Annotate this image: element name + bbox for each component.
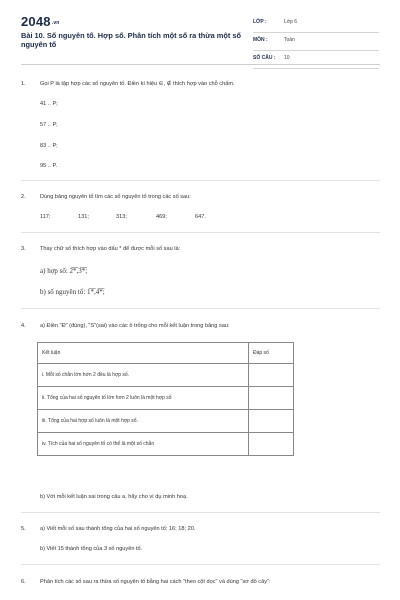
meta-row-subject [253, 33, 379, 51]
page-title: Bài 10. Số nguyên tố. Hợp số. Phân tích một số ra thừa một số nguyên tố [21, 31, 242, 49]
q2-number: 313; [116, 214, 127, 220]
answer-cell[interactable] [249, 387, 294, 410]
question-number: 3. [21, 246, 26, 252]
q5-part-a: a) Viết mỗi số sau thành tổng của hai số nguyên tố: 16; 18; 20. [40, 526, 196, 532]
meta-value: Toán [284, 37, 295, 43]
conclusion-table [37, 342, 294, 456]
question-divider [21, 232, 380, 233]
meta-label: SỐ CÂU : [253, 55, 276, 61]
header-divider [21, 64, 380, 65]
question-divider [21, 180, 380, 181]
site-logo[interactable] [21, 14, 60, 29]
question-number: 2. [21, 194, 26, 200]
question-text: Thay chữ số thích hợp vào dấu * để được mỗi số sau là: [40, 246, 181, 252]
question-text: Dùng bảng nguyên tố tìm các số nguyên tố trong các số sau: [40, 194, 191, 200]
q3-part-a: a) hợp số: 2̅*̅,3̅*̅; [40, 267, 88, 275]
answer-cell[interactable] [249, 433, 294, 456]
question-divider [21, 564, 380, 565]
q1-item: 41 .. P; [40, 101, 58, 107]
table-row [38, 433, 294, 456]
meta-row-class [253, 15, 379, 33]
q5-part-b: b) Viết 15 thành tổng của 3 số nguyên tố. [40, 546, 143, 552]
question-number: 1. [21, 81, 26, 87]
question-text: Gọi P là tập hợp các số nguyên tố. Điền kí hiệu ∈, ∉ thích hợp vào chỗ chấm. [40, 81, 235, 87]
answer-cell[interactable] [249, 410, 294, 433]
table-header-cell: Đáp số [249, 343, 294, 364]
question-divider [21, 512, 380, 513]
q1-item: 83 .. P; [40, 143, 58, 149]
table-row [38, 410, 294, 433]
table-cell: ii. Tổng của hai số nguyên tố lớn hơn 2 luôn là một hợp số [38, 387, 249, 410]
q1-item: 57 .. P; [40, 122, 58, 128]
table-cell: i. Mỗi số chẵn lớn hơn 2 đều là hợp số. [38, 364, 249, 387]
q2-number: 131; [78, 214, 89, 220]
question-text: a) Điền "Đ" (đúng), "S"(sai) vào các ô trống cho mỗi kết luận trong bảng sau: [40, 323, 230, 329]
logo-sub: .vn [51, 19, 60, 26]
table-row [38, 364, 294, 387]
q2-number: 647. [195, 214, 206, 220]
question-number: 5. [21, 526, 26, 532]
q3-part-b: b) số nguyên tố: 1̅*̅,4̅*̅; [40, 288, 105, 296]
logo-text: 2048 [21, 14, 51, 29]
meta-row-count [253, 51, 379, 69]
table-cell: iii. Tổng của hai hợp số luôn là một hợp số. [38, 410, 249, 433]
question-divider [21, 308, 380, 309]
question-text: Phân tích các số sau ra thừa số nguyên tố bằng hai cách "theo cột dọc" và dùng "sơ đồ cây": [40, 579, 271, 585]
meta-box [253, 15, 379, 69]
question-number: 4. [21, 323, 26, 329]
meta-value: 10 [284, 55, 290, 61]
table-header-cell: Kết luận [38, 343, 249, 364]
meta-value: Lớp 6 [284, 19, 298, 25]
q2-number: 117; [40, 214, 51, 220]
q2-number: 469; [156, 214, 167, 220]
question-number: 6. [21, 579, 26, 585]
q1-item: 95 .. P. [40, 163, 58, 169]
table-row [38, 387, 294, 410]
table-header-row [38, 343, 294, 364]
q4-part-b: b) Với mỗi kết luận sai trong câu a, hãy cho ví dụ minh hoạ. [40, 494, 188, 500]
meta-label: MÔN : [253, 37, 268, 43]
answer-cell[interactable] [249, 364, 294, 387]
meta-label: LỚP : [253, 19, 267, 25]
table-cell: iv. Tích của hai số nguyên tố có thể là một số chẵn [38, 433, 249, 456]
